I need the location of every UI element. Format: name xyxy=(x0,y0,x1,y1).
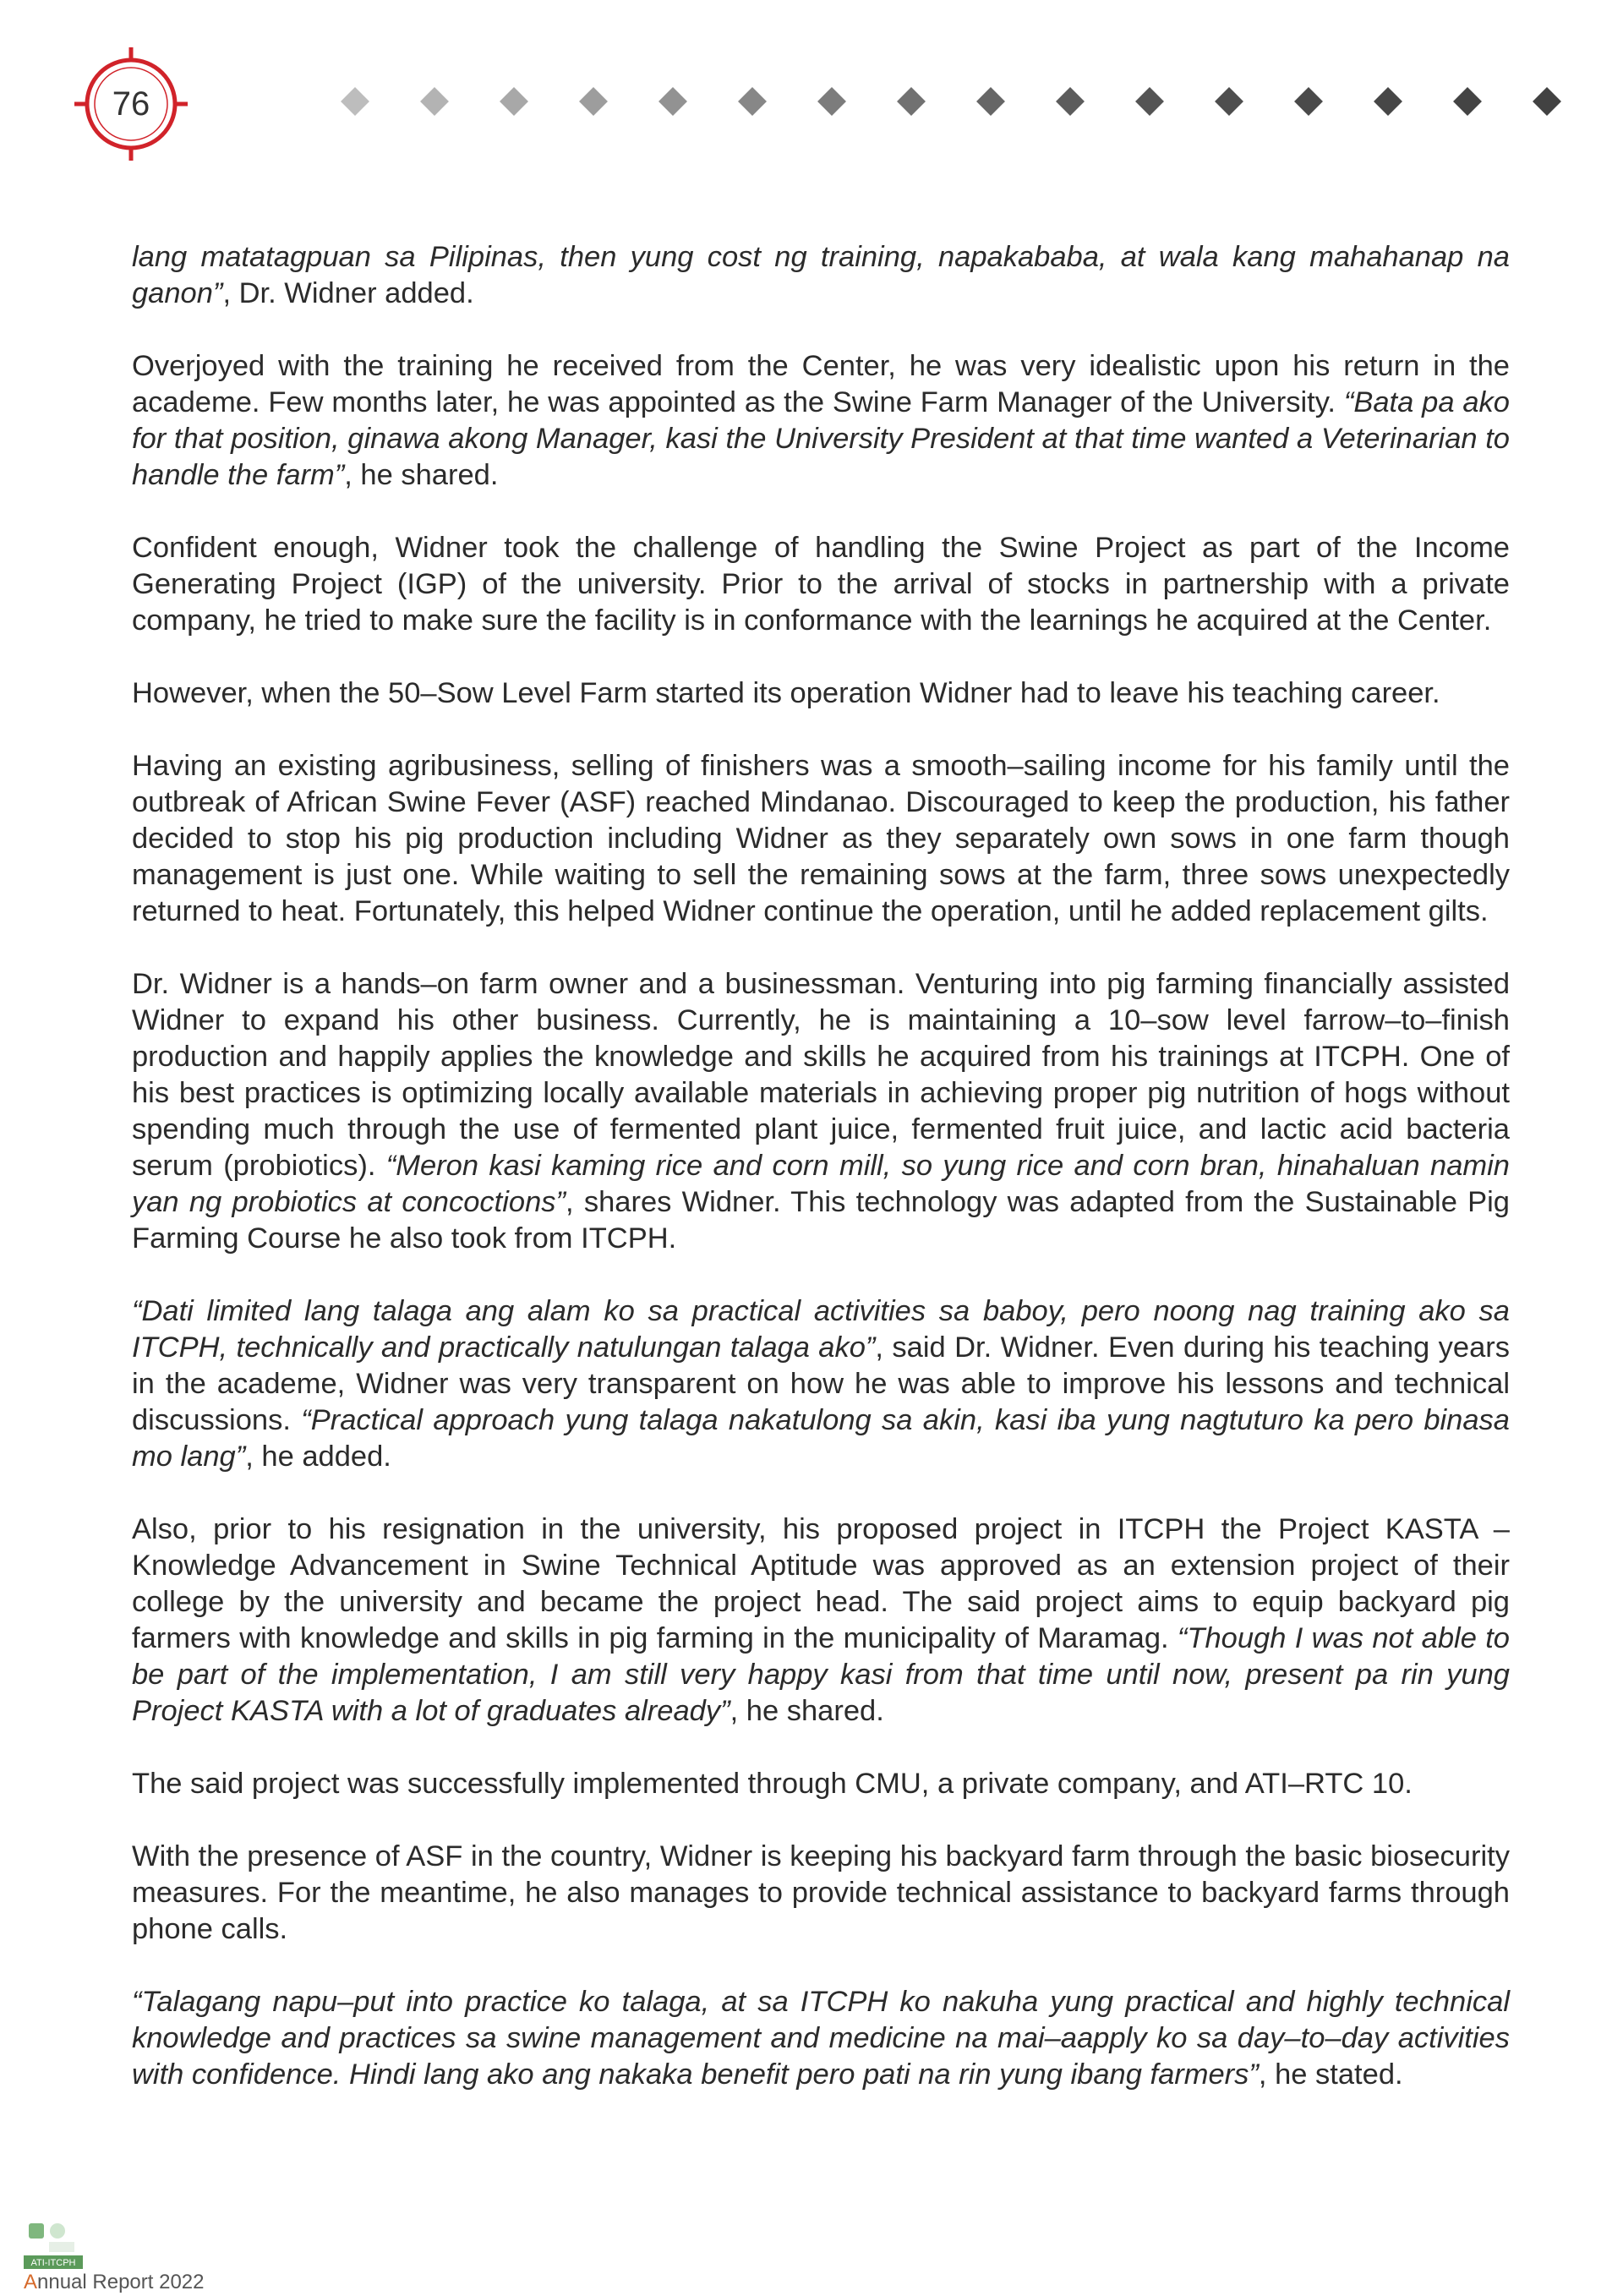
paragraph xyxy=(132,966,1510,1257)
diamond-ornament-icon xyxy=(1135,87,1164,116)
paragraph xyxy=(132,1839,1510,1948)
body-text: Also, prior to his resignation in the university, his proposed project in ITCPH the Project KASTA – Knowledge Advancement in Swine Technical Aptitude was approved as an extension project of their college by the university and became the project head. The said project aims to equip backyard pig farmers with knowledge and skills in pig farming in the municipality of Maramag. xyxy=(132,1513,1510,1654)
diamond-ornament-icon xyxy=(976,87,1005,116)
body-text: , he shared. xyxy=(344,459,499,491)
diamond-ornament-icon xyxy=(1533,87,1561,116)
article-body xyxy=(132,239,1510,2093)
paragraph xyxy=(132,530,1510,639)
diamond-ornament-icon xyxy=(420,87,449,116)
quote-text: “Dati limited lang talaga ang alam ko sa practical activities sa baboy, pero noong nag training ako sa ITCPH, technically and practically natulungan talaga ako” xyxy=(132,1295,1510,1364)
diamond-ornament-icon xyxy=(1453,87,1482,116)
page-number: 76 xyxy=(112,85,150,123)
paragraph xyxy=(132,1766,1510,1802)
paragraph xyxy=(132,1512,1510,1730)
quote-text: lang matatagpuan sa Pilipinas, then yung cost ng training, napakababa, at wala kang mahahanap na ganon” xyxy=(132,241,1510,309)
diamond-ornament-icon xyxy=(658,87,687,116)
body-text: Dr. Widner is a hands–on farm owner and a businessman. Venturing into pig farming financially assisted Widner to expand his other business. Currently, he is maintaining a 10–sow level farrow–to–finish production and happily applies the knowledge and skills he acquired from his trainings at ITCPH. One of his best practices is optimizing locally available materials in achieving proper pig nutrition of hogs without spending much through the use of fermented plant juice, fermented fruit juice, and lactic acid bacteria serum (probiotics). xyxy=(132,968,1510,1182)
diamond-ornament-icon xyxy=(1056,87,1085,116)
paragraph xyxy=(132,239,1510,312)
diamond-ornament-icon xyxy=(817,87,846,116)
body-text: , Dr. Widner added. xyxy=(222,277,474,309)
paragraph xyxy=(132,748,1510,930)
body-text: Overjoyed with the training he received from the Center, he was very idealistic upon his return in the academe. Few months later, he was appointed as the Swine Farm Manager of the University. xyxy=(132,350,1510,418)
body-text: , he added. xyxy=(245,1440,391,1473)
page-number-badge xyxy=(68,41,194,167)
quote-text: “Though I was not able to be part of the implementation, I am still very happy kasi from that time until now, present pa rin yung Project KASTA with a lot of graduates already” xyxy=(132,1622,1510,1727)
paragraph xyxy=(132,1293,1510,1475)
quote-text: “Practical approach yung talaga nakatulong sa akin, kasi iba yung nagtuturo ka pero binasa mo lang” xyxy=(132,1404,1510,1473)
body-text: Confident enough, Widner took the challenge of handling the Swine Project as part of the Income Generating Project (IGP) of the university. Prior to the arrival of stocks in partnership with a private company, he tried to make sure the facility is in conformance with the learnings he acquired at the Center. xyxy=(132,532,1510,637)
ati-itcph-logo xyxy=(24,2220,83,2274)
body-text: , shares Widner. This technology was adapted from the Sustainable Pig Farming Course he also took from ITCPH. xyxy=(132,1186,1510,1255)
quote-text: “Bata pa ako for that position, ginawa akong Manager, kasi the University President at that time wanted a Veterinarian to handle the farm” xyxy=(132,386,1510,491)
quote-text: “Meron kasi kaming rice and corn mill, so yung rice and corn bran, hinahaluan namin yan ng probiotics at concoctions” xyxy=(132,1150,1510,1218)
diamond-ornament-icon xyxy=(579,87,608,116)
body-text: , said Dr. Widner. Even during his teaching years in the academe, Widner was very transparent on how he was able to improve his lessons and technical discussions. xyxy=(132,1331,1511,1436)
diamond-ornament-icon xyxy=(738,87,767,116)
diamond-ornament-icon xyxy=(1374,87,1402,116)
diamond-ornament-icon xyxy=(897,87,926,116)
body-text: , he stated. xyxy=(1258,2058,1403,2091)
body-text: The said project was successfully implemented through CMU, a private company, and ATI–RTC 10. xyxy=(132,1768,1413,1800)
body-text: Having an existing agribusiness, selling of finishers was a smooth–sailing income for his family until the outbreak of African Swine Fever (ASF) reached Mindanao. Discouraged to keep the production, his father decided to stop his pig production including Widner as they separately own sows in one farm though management is just one. While waiting to sell the remaining sows at the farm, three sows unexpectedly returned to heat. Fortunately, this helped Widner continue the operation, until he added replacement gilts. xyxy=(132,750,1510,927)
report-first-letter: A xyxy=(24,2271,38,2293)
body-text: With the presence of ASF in the country, Widner is keeping his backyard farm through the basic biosecurity measures. For the meantime, he also manages to provide technical assistance to backyard farms through phone calls. xyxy=(132,1840,1510,1945)
diamond-ornament-icon xyxy=(1215,87,1243,116)
paragraph xyxy=(132,1984,1510,2093)
report-label-rest: nnual Report 2022 xyxy=(37,2271,205,2293)
body-text: However, when the 50–Sow Level Farm started its operation Widner had to leave his teaching career. xyxy=(132,677,1440,709)
logo-label: ATI-ITCPH xyxy=(30,2258,76,2268)
diamond-ornament-icon xyxy=(341,87,369,116)
paragraph xyxy=(132,348,1510,494)
quote-text: “Talagang napu–put into practice ko talaga, at sa ITCPH ko nakuha yung practical and highly technical knowledge and practices sa swine management and medicine na mai–aapply ko sa day–to–day activities with confidence. Hindi lang ako ang nakaka benefit pero pati na rin yung ibang farmers” xyxy=(132,1986,1510,2091)
header-diamond-decoration xyxy=(345,85,1562,118)
diamond-ornament-icon xyxy=(1294,87,1323,116)
annual-report-label xyxy=(24,2271,205,2294)
body-text: , he shared. xyxy=(730,1695,884,1727)
diamond-ornament-icon xyxy=(500,87,528,116)
paragraph xyxy=(132,675,1510,712)
